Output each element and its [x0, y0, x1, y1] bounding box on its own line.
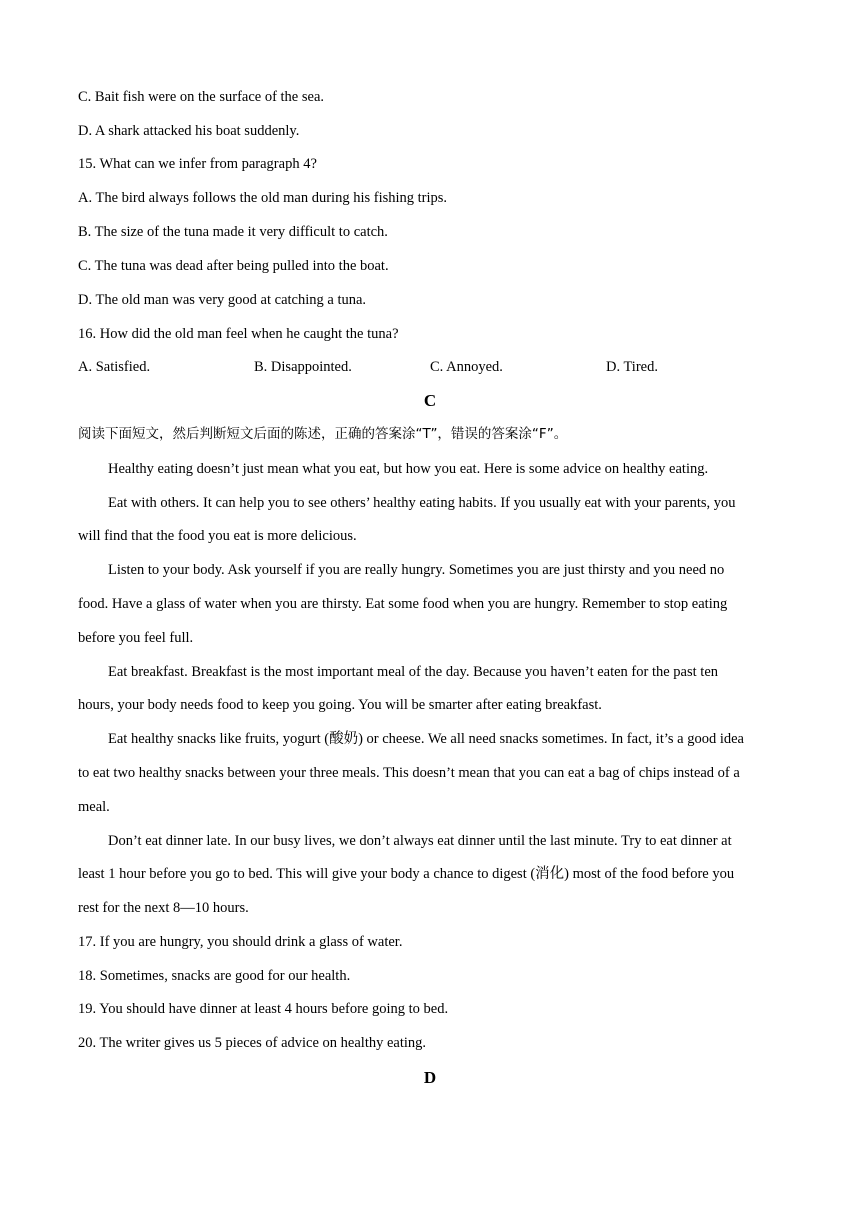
q14-option-d: D. A shark attacked his boat suddenly.	[78, 123, 300, 139]
section-c-instruction: 阅读下面短文，然后判断短文后面的陈述，正确的答案涂“T”，错误的答案涂“F”。	[78, 426, 568, 442]
q16-option-b: B. Disappointed.	[254, 359, 352, 375]
q16-question: 16. How did the old man feel when he caught the tuna?	[78, 326, 399, 342]
q15-option-c: C. The tuna was dead after being pulled into the boat.	[78, 258, 389, 274]
passage-line: Don’t eat dinner late. In our busy lives, we don’t always eat dinner until the last minute. Try to eat dinner at	[108, 833, 732, 849]
statement-18: 18. Sometimes, snacks are good for our health.	[78, 968, 351, 984]
section-d-heading: D	[423, 1068, 437, 1087]
q15-option-a: A. The bird always follows the old man during his fishing trips.	[78, 190, 448, 206]
passage-line: to eat two healthy snacks between your three meals. This doesn’t mean that you can eat a bag of chips instead of a	[78, 765, 740, 781]
passage-line: Eat with others. It can help you to see others’ healthy eating habits. If you usually eat with your parents, you	[108, 495, 736, 511]
passage-line: meal.	[78, 799, 110, 815]
passage-line: Eat healthy snacks like fruits, yogurt (酸奶) or cheese. We all need snacks sometimes. In fact, it’s a good idea	[108, 731, 744, 747]
q16-option-d: D. Tired.	[606, 359, 658, 375]
passage-line: Eat breakfast. Breakfast is the most important meal of the day. Because you haven’t eaten for the past ten	[108, 664, 718, 680]
passage-line: will find that the food you eat is more delicious.	[78, 528, 357, 544]
q15-question: 15. What can we infer from paragraph 4?	[78, 156, 317, 172]
q15-option-d: D. The old man was very good at catching a tuna.	[78, 292, 367, 308]
statement-19: 19. You should have dinner at least 4 hours before going to bed.	[78, 1001, 449, 1017]
passage-line: food. Have a glass of water when you are thirsty. Eat some food when you are hungry. Remember to stop eating	[78, 596, 728, 612]
q14-option-c: C. Bait fish were on the surface of the sea.	[78, 89, 325, 105]
q15-option-b: B. The size of the tuna made it very difficult to catch.	[78, 224, 388, 240]
q16-options	[78, 357, 778, 377]
statement-17: 17. If you are hungry, you should drink a glass of water.	[78, 934, 403, 950]
statement-20: 20. The writer gives us 5 pieces of advice on healthy eating.	[78, 1035, 427, 1051]
passage-line: Listen to your body. Ask yourself if you are really hungry. Sometimes you are just thirsty and you need no	[108, 562, 725, 578]
passage-line: Healthy eating doesn’t just mean what you eat, but how you eat. Here is some advice on healthy eating.	[108, 461, 709, 477]
passage-line: hours, your body needs food to keep you going. You will be smarter after eating breakfast.	[78, 697, 602, 713]
q16-option-a: A. Satisfied.	[78, 359, 151, 375]
passage-line: rest for the next 8—10 hours.	[78, 900, 249, 916]
passage-line: least 1 hour before you go to bed. This will give your body a chance to digest (消化) most of the food before you	[78, 866, 735, 882]
q16-option-c: C. Annoyed.	[430, 359, 503, 375]
passage-line: before you feel full.	[78, 630, 194, 646]
section-c-heading: C	[423, 391, 437, 410]
